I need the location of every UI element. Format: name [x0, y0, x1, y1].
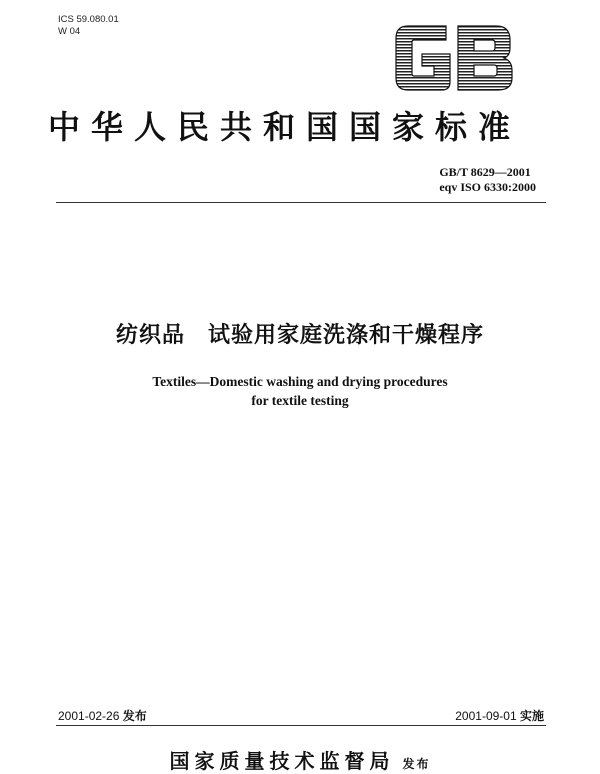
- issue-label: 发布: [122, 709, 147, 723]
- document-title-en: [0, 372, 600, 410]
- standard-number: GB/T 8629—2001: [439, 165, 531, 179]
- document-title-cn: 纺织品 试验用家庭洗涤和干燥程序: [115, 323, 484, 348]
- standard-number-block: [439, 165, 536, 195]
- gb-logo-icon: [392, 20, 516, 96]
- class-code: W 04: [58, 26, 81, 37]
- publisher-name: 国家质量技术监督局: [169, 749, 395, 773]
- implement-date-block: [455, 707, 544, 724]
- header-codes: [58, 14, 119, 38]
- document-title-en-line1: Textiles—Domestic washing and drying procedures: [152, 374, 448, 389]
- header-divider: [56, 202, 546, 203]
- implement-label: 实施: [519, 709, 544, 723]
- publisher-label: 发布: [402, 757, 431, 771]
- footer-divider: [56, 725, 546, 726]
- implement-date: 2001-09-01: [455, 709, 517, 723]
- standard-equivalent: eqv ISO 6330:2000: [439, 180, 536, 194]
- standard-title: 中华人民共和国国家标准: [48, 108, 522, 146]
- issue-date: 2001-02-26: [58, 709, 120, 723]
- issue-date-block: [58, 707, 147, 724]
- ics-code: ICS 59.080.01: [58, 14, 119, 25]
- document-title-en-line2: for textile testing: [251, 393, 349, 408]
- publisher-block: [0, 745, 600, 774]
